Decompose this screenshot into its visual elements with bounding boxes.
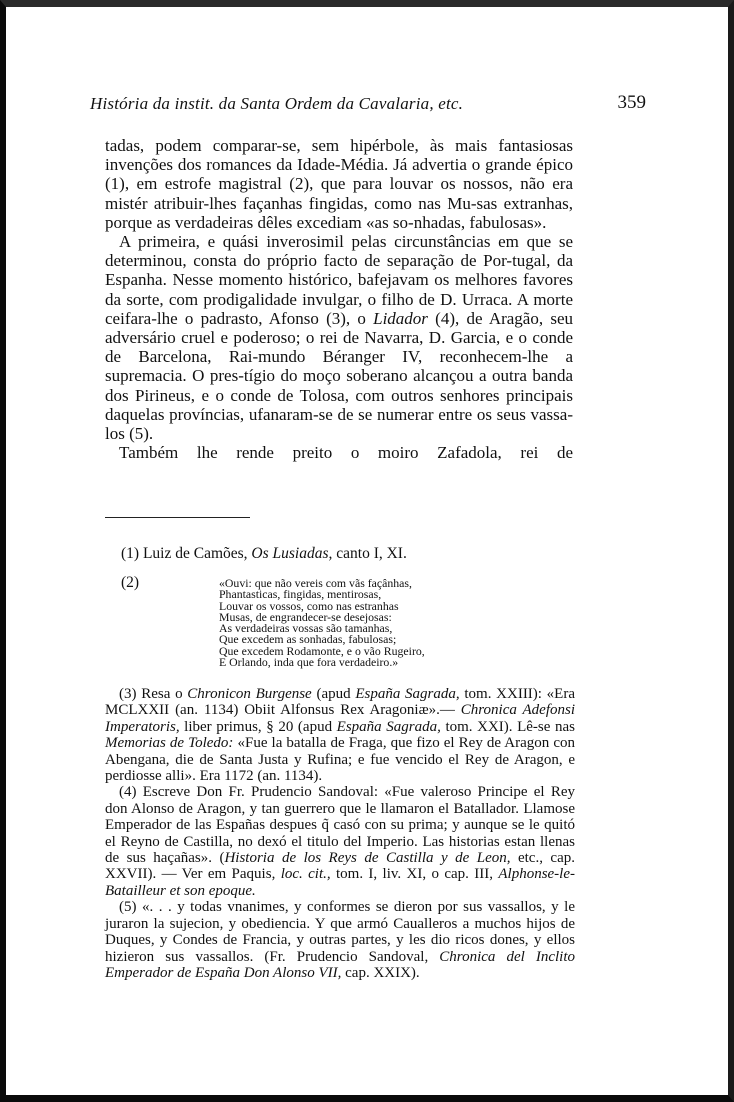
footnote-1-title: Os Lusiadas, <box>251 545 333 562</box>
fn3-text: «Fue la batalla de Fraga, que fizo el Rey de Aragon con Abengana, die de Santa Justa y Rufina; e fue vencido el Rey de Aragon, e perdiosse alli». Era 1172 (an. 1134). <box>105 735 575 785</box>
footnote-2-marker: (2) <box>121 574 140 591</box>
poem-line: Louvar os vossos, como nas estranhas <box>219 598 399 613</box>
paragraph-1: tadas, podem comparar-se, sem hipérbole, às mais fantasiosas invenções dos romances da Idade-Média. Já advertia o grande épico (1), em estrofe magistral (2), que para louvar os nossos, não era mistér atribuir-lhes façanhas fingidas, como nas Mu-sas extranhas, porque as verdadeiras dêles excediam «as so-nhadas, fabulosas». <box>105 136 573 232</box>
footnotes-3-to-5 <box>105 686 575 981</box>
footnote-1-prefix: (1) Luiz de Camões, <box>121 545 252 562</box>
fn3-text: tom. XXIII): «Era MCLXXII (an. 1134) Obiit Alfonsus Rex Aragoniæ».— <box>105 686 576 719</box>
footnote-3 <box>105 686 575 784</box>
fn3-text: (apud <box>311 686 356 702</box>
fn5-text: cap. XXIX). <box>341 964 420 981</box>
poem-line: Phantasticas, fingidas, mentirosas, <box>219 587 382 602</box>
fn5-text: (5) «. . . y todas vnanimes, y conformes se dieron por sus vassallos, y le juraron la sujecion, y obediencia. Y que armó Caualleros a muchos hijos de Duques, y Condes de Francia, y outras partes, y les dio ricos dones, y ellos hizieron sus vassallos. (Fr. Prudencio Sandoval, <box>105 899 575 965</box>
page-number: 359 <box>617 92 646 113</box>
paragraph-2-part-a: A primeira, e quási inverosimil pelas circunstâncias em que se determinou, consta do próprio facto de separação de Por-tugal, da Espanha. Nesse momento histórico, bafejavam os melhores favores da sorte, com prodigalidade invulgar, o filho de D. Urraca. A morte ceifara-lhe o padrasto, Afonso (3), o <box>105 232 573 328</box>
poem-line: As verdadeiras vossas são tamanhas, <box>219 621 393 636</box>
fn3-italic: Chronica Adefonsi Imperatoris, <box>105 702 576 735</box>
lidador-italic: Lidador <box>373 308 428 328</box>
poem-line: Que excedem as sonhadas, fabulosas; <box>219 632 397 647</box>
fn4-italic: Historia de los Reys de Castilla y de Leon, <box>224 850 511 867</box>
fn3-italic: Chronicon Burgense <box>187 686 312 702</box>
fn3-text: (3) Resa o <box>119 686 188 702</box>
poem-line: E Orlando, inda que fora verdadeiro.» <box>219 655 399 670</box>
footnote-4 <box>105 784 575 899</box>
fn5-italic: Chronica del Inclito Emperador de España Don Alonso VII, <box>105 948 576 981</box>
footnote-1 <box>121 546 591 562</box>
paragraph-2-part-b: (4), de Aragão, seu adversário cruel e poderoso; o rei de Navarra, D. Garcia, e o conde de Barcelona, Rai-mundo Béranger IV, reconhecem-lhe a supremacia. O pres-tígio do moço soberano alcançou a outra banda dos Pirineus, e o conde de Tolosa, com outros senhores principais daquelas províncias, ufanaram-se de se numerar entre os seus vassa-los (5). <box>105 308 573 444</box>
fn4-text: etc., cap. XXVII). — Ver em Paquis, <box>105 850 575 883</box>
fn4-italic: loc. cit., <box>280 866 331 883</box>
poem-line: «Ouvi: que não vereis com vãs façânhas, <box>219 576 412 590</box>
footnote-1-suffix: canto I, XI. <box>332 545 407 562</box>
fn3-text: liber primus, § 20 (apud <box>179 718 337 735</box>
paragraph-3: Também lhe rende preito o moiro Zafadola, rei de <box>119 443 573 463</box>
fn3-italic: España Sagrada, <box>336 718 441 735</box>
fn3-italic: España Sagrada, <box>355 686 460 702</box>
footnote-separator <box>105 517 250 518</box>
main-text <box>105 136 573 462</box>
poem-line: Que excedem Rodamonte, e o vão Rugeiro, <box>219 643 425 658</box>
fn4-text: tom. I, liv. XI, o cap. III, <box>330 866 499 883</box>
footnote-2-poem <box>219 578 479 668</box>
fn4-text: (4) Escreve Don Fr. Prudencio Sandoval: «Fue valeroso Principe el Rey don Alonso de Aragon, y tan guerrero que le llamaron el Batallador. Llamose Emperador de las Españas despues q̃ casó con su prima; y aunque se le quitó el Reyno de Castilla, no dexó el titulo del Imperio. Las historias estan llenas de sus haçañas». ( <box>105 784 575 867</box>
footnote-5 <box>105 899 575 981</box>
poem-line: Musas, de engrandecer-se desejosas: <box>219 609 392 624</box>
fn3-text: tom. XXI). Lê-se nas <box>440 718 576 735</box>
fn3-italic: Memorias de Toledo: <box>105 735 234 752</box>
paragraph-2 <box>105 232 573 443</box>
running-title: História da instit. da Santa Ordem da Cavalaria, etc. <box>90 94 464 113</box>
fn4-italic: Alphonse-le-Batailleur et son epoque. <box>105 866 575 899</box>
